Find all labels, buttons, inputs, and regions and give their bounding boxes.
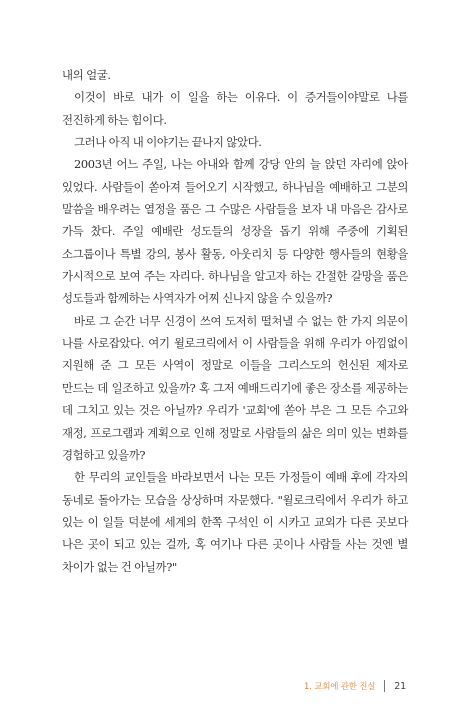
paragraph: 한 무리의 교인들을 바라보면서 나는 모든 가정들이 예배 후에 각자의 동네로 돌아가는 모습을 상상하며 자문했다. "윌로크릭에서 우리가 하고 있는 이 일들 덕분에 세계의 한쪽 구석인 이 시카고 교외가 다른 곳보다 나은 곳이 되고 있는 걸까, 혹 여기나 다른 곳이나 사람들 사는 것엔 별 차이가 없는 건 아닐까?" (62, 470, 408, 574)
paragraph: 2003년 어느 주일, 나는 아내와 함께 강당 안의 늘 앉던 자리에 앉아 있었다. 사람들이 쏟아져 들어오기 시작했고, 하나님을 예배하고 그분의 말씀을 배우려는 열정을 품은 그 수많은 사람들을 보자 내 마음은 감사로 가득 찼다. 주일 예배란 성도들의 성장을 돕기 위해 주중에 기획된 소그룹이나 특별 강의, 봉사 활동, 아웃리치 등 다양한 행사들의 현황을 가시적으로 보여 주는 자리다. 하나님을 알고자 하는 간절한 갈망을 품은 성도들과 함께하는 사역자가 어찌 신나지 않을 수 있을까? (62, 157, 408, 306)
chapter-title: 1. 교회에 관한 진실 (304, 682, 376, 692)
page-number: 21 (394, 680, 406, 692)
paragraph: 그러나 아직 내 이야기는 끝나지 않았다. (74, 135, 262, 150)
paragraph: 이것이 바로 내가 이 일을 하는 이유다. 이 증거들이야말로 나를 전진하게 하는 힘이다. (62, 90, 408, 127)
paragraph: 내의 얼굴. (62, 68, 111, 82)
body-text (62, 64, 408, 578)
paragraph: 바로 그 순간 너무 신경이 쓰여 도저히 떨쳐낼 수 없는 한 가지 의문이 나를 사로잡았다. 여기 윌로크릭에서 이 사람들을 위해 우리가 아낌없이 지원해 준 그 모든 사역이 정말로 이들을 그리스도의 헌신된 제자로 만드는 데 일조하고 있을까? 혹 그저 예배드리기에 좋은 장소를 제공하는 데 그치고 있는 것은 아닐까? 우리가 '교회'에 쏟아 부은 그 모든 수고와 재정, 프로그램과 계획으로 인해 정말로 사람들의 삶은 의미 있는 변화를 경험하고 있을까? (62, 313, 408, 462)
page-footer (304, 680, 406, 692)
footer-divider (384, 680, 385, 692)
